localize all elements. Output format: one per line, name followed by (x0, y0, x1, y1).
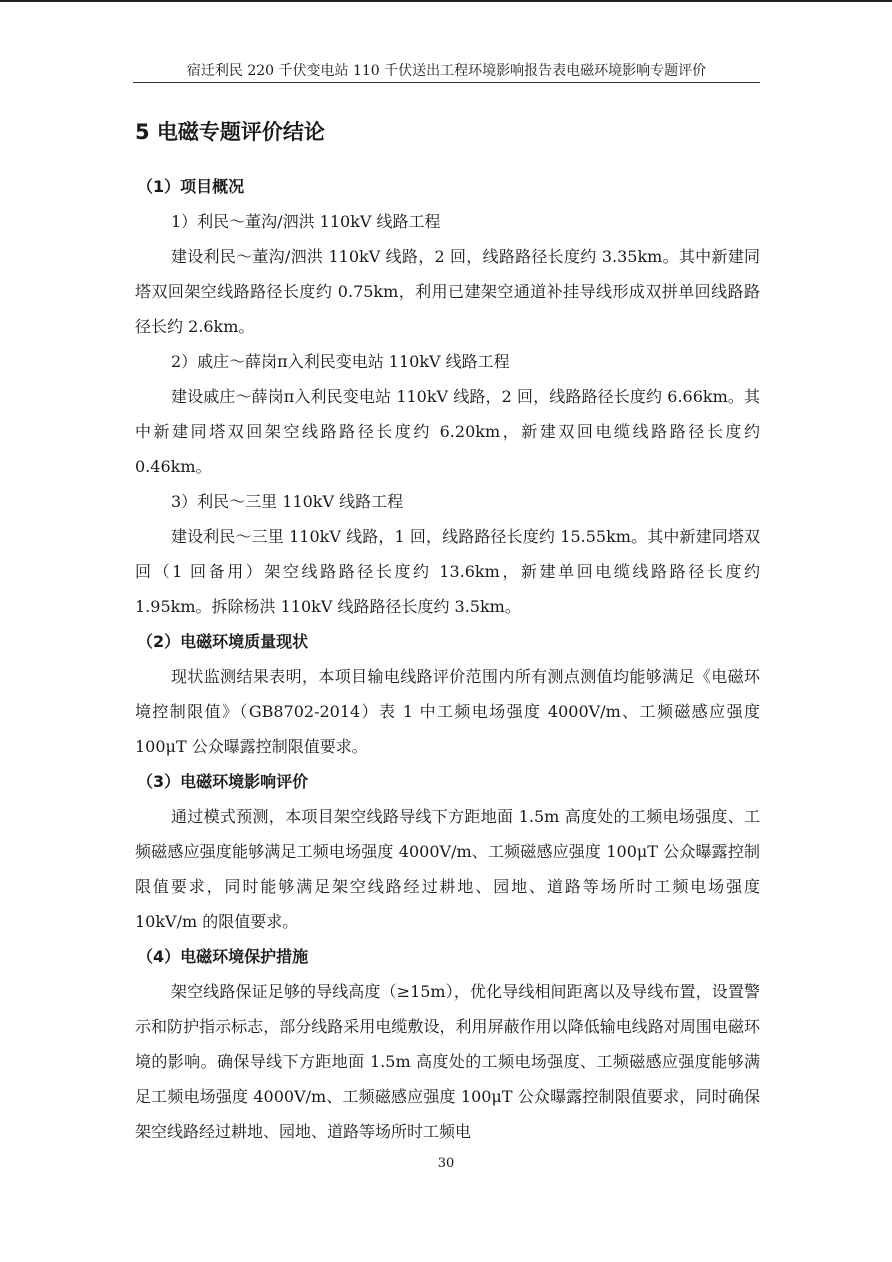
heading-em-impact-assessment: （3）电磁环境影响评价 (137, 772, 309, 791)
page-body (135, 115, 760, 1149)
item-2-paragraph: 建设戚庄～薛岗π入利民变电站 110kV 线路，2 回，线路路径长度约 6.66km。其中新建同塔双回架空线路路径长度约 6.20km，新建双回电缆线路路径长度约 0.46km。 (135, 387, 760, 476)
item-3-title: 3）利民～三里 110kV 线路工程 (171, 492, 404, 511)
em-protection-paragraph: 架空线路保证足够的导线高度（≥15m），优化导线相间距离以及导线布置，设置警示和防护指示标志，部分线路采用电缆敷设，利用屏蔽作用以降低输电线路对周围电磁环境的影响。确保导线下方距地面 1.5m 高度处的工频电场强度、工频磁感应强度能够满足工频电场强度 4000V/m、工频磁感应强度 100μT 公众曝露控制限值要求，同时确保架空线路经过耕地、园地、道路等场所时工频电 (135, 982, 760, 1141)
item-1-paragraph: 建设利民～董沟/泗洪 110kV 线路，2 回，线路路径长度约 3.35km。其中新建同塔双回架空线路路径长度约 0.75km，利用已建架空通道补挂导线形成双拼单回线路路径长约 2.6km。 (135, 247, 760, 336)
heading-project-overview: （1）项目概况 (137, 177, 245, 196)
em-quality-paragraph: 现状监测结果表明，本项目输电线路评价范围内所有测点测值均能够满足《电磁环境控制限值》（GB8702-2014）表 1 中工频电场强度 4000V/m、工频磁感应强度 100μT 公众曝露控制限值要求。 (135, 667, 760, 756)
item-1-title: 1）利民～董沟/泗洪 110kV 线路工程 (171, 212, 441, 231)
header-rule (133, 82, 760, 83)
item-2-title: 2）戚庄～薛岗π入利民变电站 110kV 线路工程 (171, 352, 510, 371)
heading-em-quality-status: （2）电磁环境质量现状 (137, 632, 309, 651)
page-top-border (0, 0, 892, 2)
em-impact-paragraph: 通过模式预测，本项目架空线路导线下方距地面 1.5m 高度处的工频电场强度、工频磁感应强度能够满足工频电场强度 4000V/m、工频磁感应强度 100μT 公众曝露控制限值要求，同时能够满足架空线路经过耕地、园地、道路等场所时工频电场强度 10kV/m 的限值要求。 (135, 807, 760, 931)
item-3-paragraph: 建设利民～三里 110kV 线路，1 回，线路路径长度约 15.55km。其中新建同塔双回（1 回备用）架空线路路径长度约 13.6km，新建单回电缆线路路径长度约 1.95km。拆除杨洪 110kV 线路路径长度约 3.5km。 (135, 527, 760, 616)
section-title: 5 电磁专题评价结论 (135, 120, 325, 144)
heading-em-protection-measures: （4）电磁环境保护措施 (137, 947, 309, 966)
running-header: 宿迁利民 220 千伏变电站 110 千伏送出工程环境影响报告表电磁环境影响专题评价 (186, 63, 707, 79)
page-number: 30 (437, 1156, 455, 1171)
